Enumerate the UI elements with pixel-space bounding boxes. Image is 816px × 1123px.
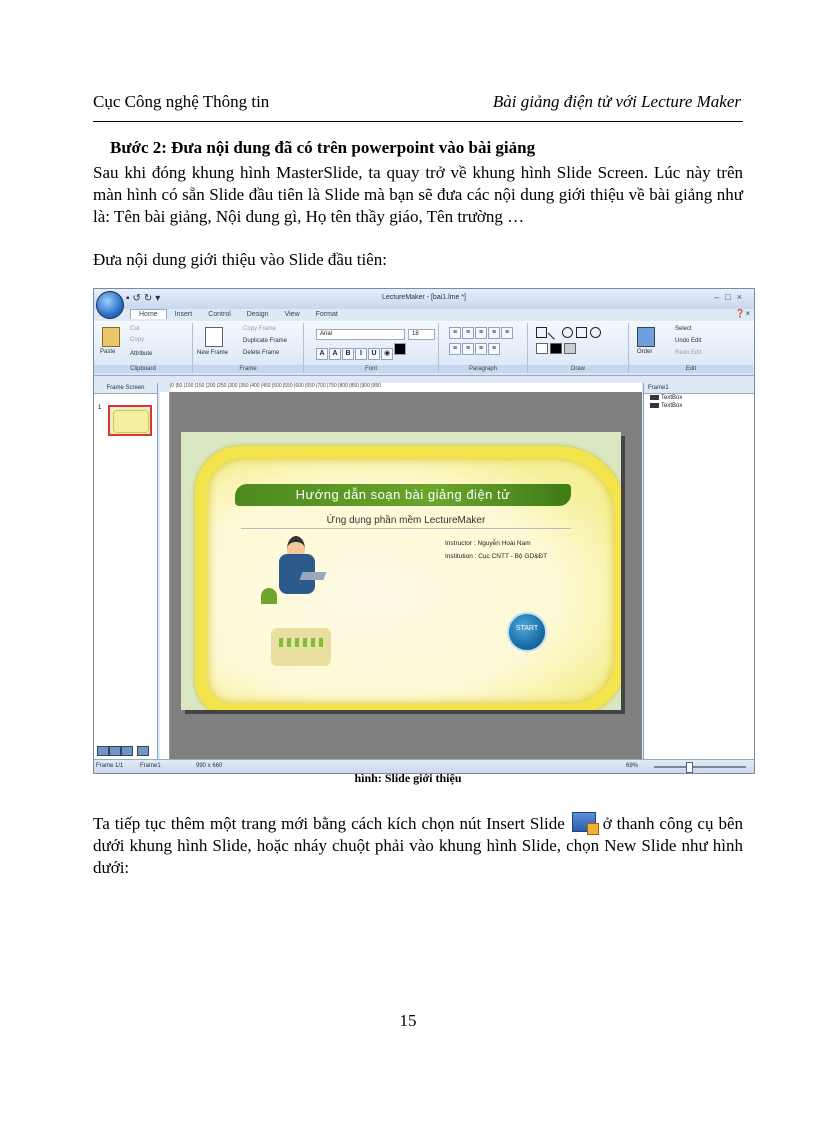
draw-shapes: [536, 327, 604, 340]
object-item[interactable]: TextBox: [644, 394, 755, 402]
help-icon[interactable]: ❓×: [735, 309, 750, 318]
tab-control[interactable]: Control: [208, 311, 231, 318]
duplicate-frame-button[interactable]: Duplicate Frame: [243, 338, 288, 344]
tab-design[interactable]: Design: [246, 311, 269, 318]
line-style-icon[interactable]: [564, 343, 576, 354]
slide-title[interactable]: Hướng dẫn soạn bài giảng điện tử: [295, 487, 511, 502]
page-number: 15: [399, 1011, 417, 1030]
start-button[interactable]: START: [507, 612, 547, 652]
circle-icon[interactable]: [562, 327, 573, 338]
zoom-slider-track[interactable]: [654, 766, 746, 768]
bold-button[interactable]: B: [342, 348, 354, 360]
font-format-buttons: [316, 343, 407, 360]
slide[interactable]: [181, 432, 621, 710]
status-frame-count: Frame 1/1: [96, 763, 124, 769]
plant-illustration: [261, 588, 277, 604]
list-center-button[interactable]: ≡: [462, 343, 474, 355]
paste-icon: [102, 327, 120, 347]
frame-screen-title: Frame Screen: [94, 383, 157, 394]
slide-tool-icon[interactable]: [109, 746, 121, 756]
font-size-select[interactable]: 18: [408, 329, 435, 340]
grow-font-button[interactable]: A: [316, 348, 328, 360]
delete-frame-button[interactable]: Delete Frame: [243, 350, 280, 356]
window-title: LectureMaker - [bai1.lme *]: [381, 294, 467, 301]
figure-caption: hình: Slide giới thiệu: [354, 771, 462, 785]
object-item[interactable]: TextBox: [644, 402, 755, 410]
tab-view[interactable]: View: [284, 311, 300, 318]
copy-button[interactable]: Copy: [130, 337, 145, 343]
status-zoom: 69%: [626, 763, 639, 769]
font-label: Font: [304, 365, 438, 373]
edit-label: Edit: [629, 365, 753, 373]
font-color-button[interactable]: ◉: [381, 348, 393, 360]
app-orb-icon[interactable]: [96, 291, 124, 319]
font-name-select[interactable]: Arial: [316, 329, 405, 340]
indent-button[interactable]: ≡: [488, 327, 500, 339]
thumbnail-number: 1: [98, 405, 102, 411]
header-rule: [93, 121, 743, 122]
window-controls[interactable]: –□×: [714, 292, 748, 302]
lecturemaker-screenshot: [93, 288, 755, 774]
group-edit: [629, 323, 753, 373]
order-icon: [637, 327, 655, 347]
fill-color-icon[interactable]: [536, 343, 548, 354]
redo-edit-button[interactable]: Redo Edit: [675, 350, 702, 356]
group-frame: [193, 323, 304, 373]
color-swatch[interactable]: [394, 343, 406, 355]
paragraph-lead: Đưa nội dung giới thiệu vào Slide đầu tiên:: [93, 250, 387, 269]
list-left-button[interactable]: ≡: [449, 343, 461, 355]
crate-illustration: [271, 628, 331, 666]
paragraph-label: Paragraph: [439, 365, 527, 373]
italic-button[interactable]: I: [355, 348, 367, 360]
order-button[interactable]: Order: [637, 349, 653, 355]
line-icon[interactable]: [548, 326, 561, 339]
justify-button[interactable]: ≡: [488, 343, 500, 355]
quick-access-toolbar[interactable]: ▪↺↻▾: [126, 293, 164, 304]
paragraph-insert-slide-part1: Ta tiếp tục thêm một trang mới bằng cách kích chọn nút Insert Slide: [93, 814, 565, 833]
step-heading: Bước 2: Đưa nội dung đã có trên powerpoint vào bài giảng: [110, 138, 536, 157]
draw-style-controls: [536, 343, 578, 354]
object-panel: [643, 383, 755, 759]
group-draw: [528, 323, 629, 373]
group-font: [304, 323, 439, 373]
title-bar: [94, 289, 754, 309]
new-frame-icon: [205, 327, 223, 347]
outdent-button[interactable]: ≡: [501, 327, 513, 339]
square-icon[interactable]: [576, 327, 587, 338]
slide-subtitle[interactable]: Ứng dụng phần mềm LectureMaker: [241, 515, 571, 529]
slide-tool-icon[interactable]: [121, 746, 133, 756]
slide-tool-icon[interactable]: [137, 746, 149, 756]
vertical-ruler: [160, 392, 170, 759]
paragraph-align-buttons: [449, 327, 514, 339]
pen-icon[interactable]: [536, 327, 547, 338]
underline-button[interactable]: U: [368, 348, 380, 360]
paragraph-list-buttons: [449, 343, 501, 355]
align-center-button[interactable]: ≡: [462, 327, 474, 339]
institution-text[interactable]: Institution : Cục CNTT - Bộ GD&ĐT: [445, 553, 548, 560]
group-paragraph: [439, 323, 528, 373]
header-left: Cục Công nghệ Thông tin: [93, 92, 270, 111]
paragraph-insert-slide: [93, 812, 743, 879]
title-banner: [235, 484, 571, 506]
tab-insert[interactable]: Insert: [174, 311, 193, 318]
status-frame-name: Frame1: [140, 763, 161, 769]
undo-edit-button[interactable]: Undo Edit: [675, 338, 702, 344]
paste-button[interactable]: Paste: [100, 349, 116, 355]
draw-label: Draw: [528, 365, 628, 373]
object-panel-title: Frame1: [644, 383, 755, 394]
ellipse-icon[interactable]: [590, 327, 601, 338]
insert-slide-icon[interactable]: [97, 746, 109, 756]
frame-label: Frame: [193, 365, 303, 373]
slide-canvas: [170, 392, 642, 759]
tab-home[interactable]: Home: [130, 309, 167, 319]
frame-screen-panel: [94, 383, 158, 759]
ribbon: [94, 321, 754, 376]
paragraph-insert-slide-part2: ở thanh công cụ bên dưới khung hình Slide, hoặc nháy chuột phải vào khung hình Slide, chọn New Slide như hình dưới:: [93, 814, 743, 877]
select-button[interactable]: Select: [675, 326, 692, 332]
new-frame-button[interactable]: New Frame: [197, 350, 229, 356]
ribbon-tabs: [130, 309, 346, 321]
clipboard-label: Clipboard: [94, 365, 192, 373]
paragraph-intro: Sau khi đóng khung hình MasterSlide, ta quay trở về khung hình Slide Screen. Lúc này trên màn hình có sẵn Slide đầu tiên là Slide mà bạn sẽ đưa các nội dung giới thiệu về bài giảng như là: Tên bài giảng, Nội dung gì, Họ tên thầy giáo, Tên trường …: [93, 163, 743, 226]
align-left-button[interactable]: ≡: [449, 327, 461, 339]
attribute-button[interactable]: Attribute: [130, 351, 153, 357]
group-clipboard: [94, 323, 193, 373]
copy-frame-button[interactable]: Copy Frame: [243, 326, 277, 332]
shrink-font-button[interactable]: A: [329, 348, 341, 360]
horizontal-ruler: |0 |50 |100 |150 |200 |250 |300 |350 |400 |450 |500 |550 |600 |650 |700 |750 |800 |850 |900 |950: [170, 383, 642, 393]
header-right: Bài giảng điện tử với Lecture Maker: [492, 92, 741, 111]
line-color-icon[interactable]: [550, 343, 562, 354]
tab-format[interactable]: Format: [315, 311, 338, 318]
align-right-button[interactable]: ≡: [475, 327, 487, 339]
insert-slide-icon: [572, 812, 596, 832]
slide-thumbnail[interactable]: [108, 405, 152, 436]
list-right-button[interactable]: ≡: [475, 343, 487, 355]
instructor-text[interactable]: Instructor : Nguyễn Hoài Nam: [445, 540, 531, 547]
cut-button[interactable]: Cut: [130, 326, 140, 332]
status-size: 990 x 660: [196, 763, 223, 769]
